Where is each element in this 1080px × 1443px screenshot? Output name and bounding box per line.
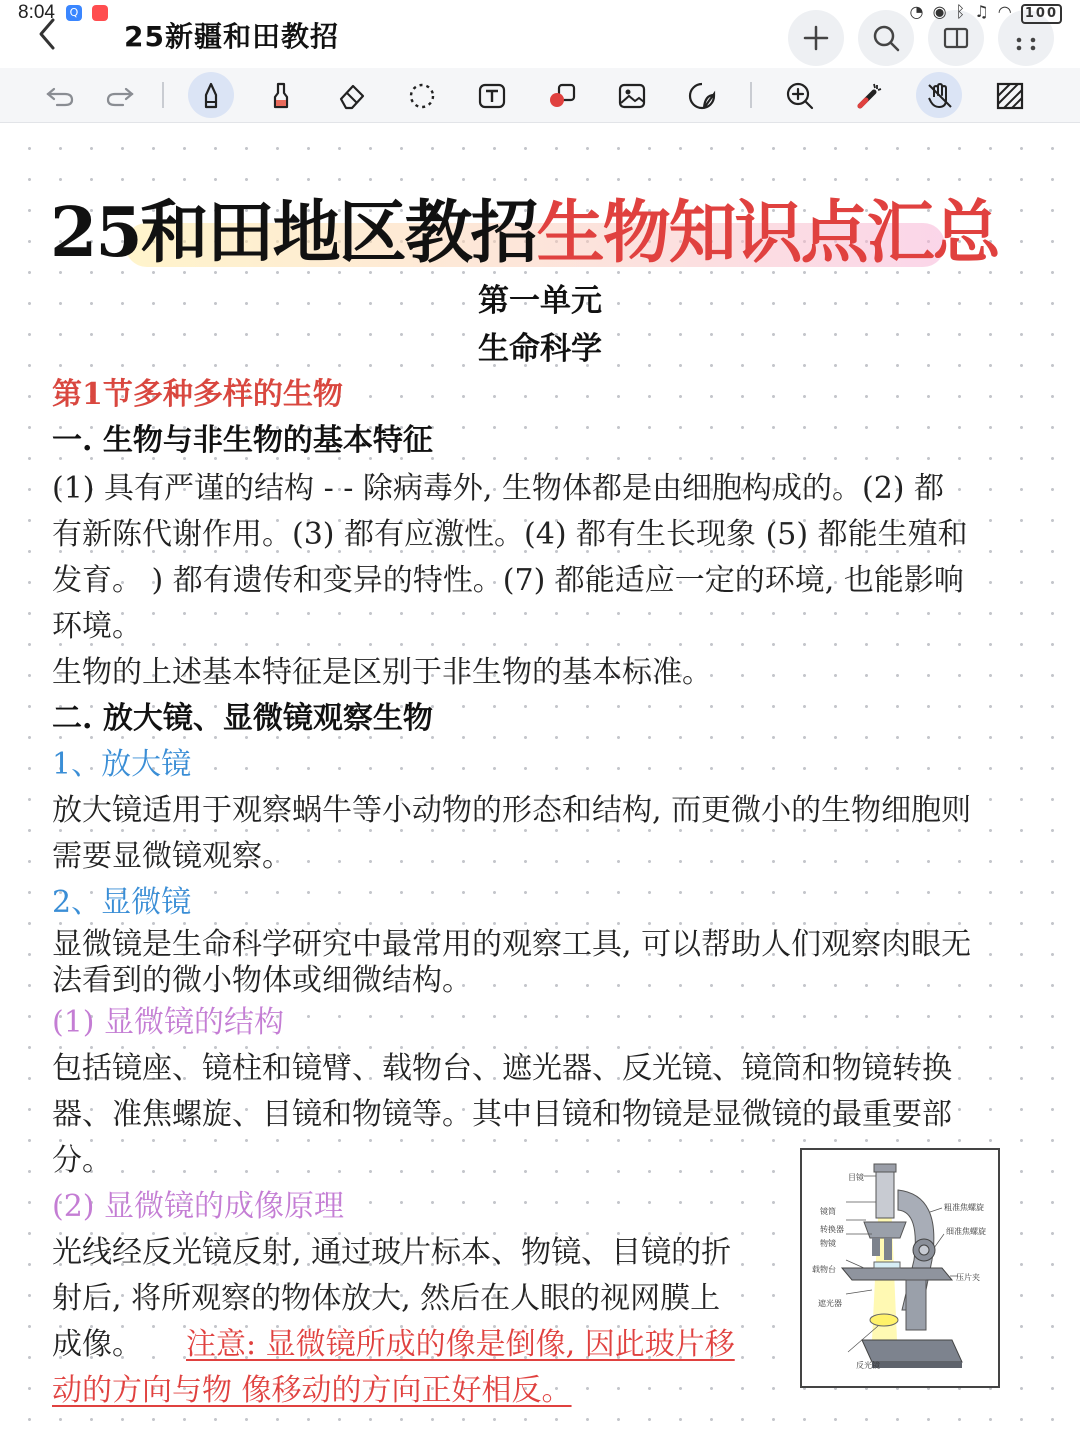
text-icon	[477, 81, 507, 111]
paragraph-line	[52, 1319, 735, 1363]
add-page-button[interactable]	[788, 10, 844, 66]
laser-icon	[855, 81, 885, 111]
section-heading: 第1节多种多样的生物	[52, 377, 343, 412]
pen-tool-button[interactable]	[188, 72, 234, 118]
paragraph-line: 生物的上述基本特征是区别于非生物的基本标准。	[52, 655, 712, 690]
heading-2: 二. 放大镜、显微镜观察生物	[52, 701, 433, 736]
top-bar	[0, 0, 1080, 68]
note-page[interactable]	[0, 123, 1080, 1443]
system-status-icons	[910, 2, 1062, 24]
figure-label: 目镜	[848, 1173, 864, 1182]
paragraph-line: 显微镜是生命科学研究中最常用的观察工具, 可以帮助人们观察肉眼无	[52, 927, 972, 962]
eraser-icon	[337, 81, 367, 111]
pattern-icon	[995, 81, 1025, 111]
title-red-part: 生物知识点汇总	[536, 193, 999, 273]
redo-button[interactable]	[96, 72, 142, 118]
microscope-diagram[interactable]	[800, 1148, 1000, 1388]
heading-1: 一. 生物与非生物的基本特征	[52, 423, 433, 458]
highlighter-tool-button[interactable]	[258, 72, 304, 118]
highlighter-icon	[267, 81, 295, 111]
undo-icon	[45, 81, 75, 109]
text-tool-button[interactable]	[468, 72, 514, 118]
paragraph-line: (1) 具有严谨的结构 - - 除病毒外, 生物体都是由细胞构成的。(2) 都	[52, 471, 945, 506]
sticker-tool-button[interactable]	[678, 72, 724, 118]
subject-heading: 生命科学	[478, 331, 602, 367]
lasso-tool-button[interactable]	[398, 72, 444, 118]
note-warning: 注意: 显微镜所成的像是倒像, 因此玻片移	[186, 1327, 735, 1362]
drawing-toolbar	[0, 68, 1080, 123]
title-black-part: 25和田地区教招	[50, 193, 537, 273]
subheading-imaging: (2) 显微镜的成像原理	[52, 1189, 345, 1224]
page-title	[50, 179, 999, 276]
document-title: 25新疆和田教招	[124, 20, 339, 53]
paragraph-line: 分。	[52, 1143, 112, 1178]
paragraph-line: 发育。 ) 都有遗传和变异的特性。(7) 都能适应一定的环境, 也能影响	[52, 563, 964, 598]
paragraph-line: 射后, 将所观察的物体放大, 然后在人眼的视网膜上	[52, 1281, 721, 1316]
zoom-tool-button[interactable]	[776, 72, 822, 118]
toolbar-divider	[162, 82, 164, 108]
figure-label: 细准焦螺旋	[946, 1227, 986, 1236]
sticker-icon	[687, 81, 717, 111]
search-icon	[872, 24, 900, 52]
image-tool-button[interactable]	[608, 72, 654, 118]
paragraph-line: 环境。	[52, 609, 142, 644]
figure-label: 物镜	[820, 1239, 836, 1248]
hand-tool-button[interactable]	[916, 72, 962, 118]
figure-label: 压片夹	[956, 1273, 980, 1282]
more-icon	[1012, 24, 1040, 52]
figure-label: 遮光器	[818, 1299, 842, 1308]
battery-icon: 100	[1021, 4, 1062, 24]
lasso-icon	[407, 81, 437, 111]
pen-icon	[197, 81, 225, 111]
status-time: 8:04	[18, 2, 55, 23]
search-button[interactable]	[858, 10, 914, 66]
image-icon	[617, 81, 647, 111]
bell-off-icon: ♫	[974, 2, 991, 21]
subheading-structure: (1) 显微镜的结构	[52, 1005, 285, 1040]
redo-icon	[105, 81, 135, 109]
paragraph-line: 光线经反光镜反射, 通过玻片标本、物镜、目镜的折	[52, 1235, 732, 1270]
paragraph-line: 放大镜适用于观察蜗牛等小动物的形态和结构, 而更微小的生物细胞则	[52, 793, 972, 828]
subheading-microscope: 2、显微镜	[52, 885, 192, 920]
subheading-magnifier: 1、放大镜	[52, 747, 192, 782]
paragraph-line: 器、准焦螺旋、目镜和物镜等。其中目镜和物镜是显微镜的最重要部	[52, 1097, 952, 1132]
zoom-icon	[785, 81, 815, 111]
eye-icon: ◉	[932, 2, 949, 21]
shape-tool-button[interactable]	[538, 72, 584, 118]
figure-label: 载物台	[812, 1265, 836, 1274]
paragraph-line: 需要显微镜观察。	[52, 839, 292, 874]
laser-pointer-button[interactable]	[846, 72, 892, 118]
paragraph-line: 法看到的微小物体或细微结构。	[52, 963, 472, 998]
paragraph-line: 有新陈代谢作用。(3) 都有应激性。(4) 都有生长现象 (5) 都能生殖和	[52, 517, 968, 552]
eraser-tool-button[interactable]	[328, 72, 374, 118]
figure-label: 粗准焦螺旋	[944, 1203, 984, 1212]
pattern-tool-button[interactable]	[986, 72, 1032, 118]
hand-icon	[925, 81, 955, 111]
figure-label: 反光镜	[856, 1361, 880, 1370]
wifi-icon: ◠	[997, 2, 1014, 21]
bluetooth-icon: ᛒ	[955, 2, 968, 21]
split-view-icon	[942, 24, 970, 52]
notification-icon: Q	[66, 5, 82, 21]
figure-label: 镜筒	[820, 1207, 836, 1216]
undo-button[interactable]	[36, 72, 82, 118]
paragraph-text: 成像。	[52, 1327, 142, 1362]
nfc-icon: ◔	[909, 2, 926, 21]
paragraph-line: 包括镜座、镜柱和镜臂、载物台、遮光器、反光镜、镜筒和物镜转换	[52, 1051, 952, 1086]
figure-label: 转换器	[820, 1225, 844, 1234]
shape-icon	[547, 81, 577, 111]
toolbar-divider	[750, 82, 752, 108]
back-button[interactable]	[26, 16, 70, 56]
app-notification-icon	[92, 5, 108, 21]
note-warning: 动的方向与物 像移动的方向正好相反。	[52, 1373, 572, 1408]
unit-heading: 第一单元	[478, 283, 602, 319]
